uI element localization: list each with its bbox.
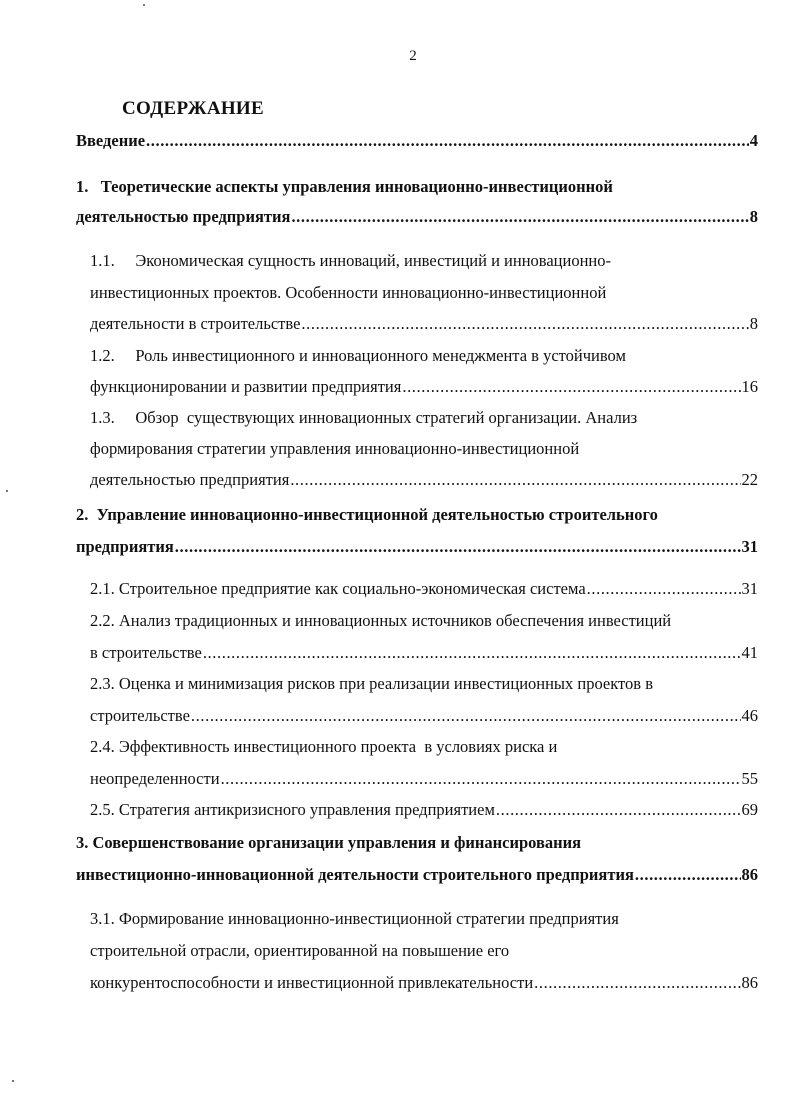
toc-section-2-4[interactable] <box>90 766 758 792</box>
toc-section-1-3[interactable] <box>90 467 758 493</box>
toc-section-1-3-line2 <box>90 436 579 462</box>
dot-leader <box>221 766 741 792</box>
toc-entry-text: функционировании и развитии предприятия <box>90 377 402 396</box>
dot-leader <box>587 576 741 602</box>
toc-entry-text: Введение <box>76 131 146 150</box>
toc-entry-text: предприятия <box>76 537 174 556</box>
scan-speck <box>12 1080 14 1082</box>
dot-leader <box>191 703 741 729</box>
toc-section-2-4-line1 <box>90 734 557 760</box>
dot-leader <box>175 534 741 560</box>
toc-entry-text: 3.1. Формирование инновационно-инвестиционной стратегии предприятия <box>90 909 619 928</box>
toc-section-2-1[interactable] <box>90 576 758 602</box>
toc-entry-text: 2.1. Строительное предприятие как социально-экономическая система <box>90 579 586 598</box>
toc-entry-text: деятельности в строительстве <box>90 314 301 333</box>
toc-entry-text: формирования стратегии управления инновационно-инвестиционной <box>90 439 580 458</box>
toc-chapter-1-line1 <box>76 174 613 200</box>
dot-leader <box>534 970 740 996</box>
toc-entry-text: инвестиционных проектов. Особенности инновационно-инвестиционной <box>90 283 607 302</box>
page-number: 2 <box>409 48 417 64</box>
toc-entry-intro[interactable] <box>76 128 758 154</box>
toc-entry-text: строительной отрасли, ориентированной на повышение его <box>90 941 510 960</box>
toc-section-1-2[interactable] <box>90 374 758 400</box>
dot-leader <box>402 374 740 400</box>
toc-page-number: 31 <box>741 579 758 598</box>
dot-leader <box>291 204 748 230</box>
dot-leader <box>146 128 749 154</box>
toc-chapter-1[interactable] <box>76 204 758 230</box>
toc-chapter-3[interactable] <box>76 862 758 888</box>
dot-leader <box>203 640 741 666</box>
dot-leader <box>496 797 741 823</box>
toc-page-number: 46 <box>741 706 758 725</box>
toc-section-1-2-line1 <box>90 343 626 369</box>
toc-entry-text: 1. Теоретические аспекты управления инновационно-инвестиционной <box>76 177 613 196</box>
toc-section-2-3[interactable] <box>90 703 758 729</box>
toc-chapter-2[interactable] <box>76 534 758 560</box>
toc-section-1-1[interactable] <box>90 311 758 337</box>
toc-section-2-2[interactable] <box>90 640 758 666</box>
toc-page-number: 55 <box>741 769 758 788</box>
toc-entry-text: 2.3. Оценка и минимизация рисков при реализации инвестиционных проектов в <box>90 674 653 693</box>
toc-title: СОДЕРЖАНИЕ <box>122 98 264 119</box>
toc-entry-text: 2.4. Эффективность инвестиционного проекта в условиях риска и <box>90 737 558 756</box>
toc-page-number: 31 <box>741 537 758 556</box>
toc-section-2-2-line1 <box>90 608 671 634</box>
toc-section-3-1-line1 <box>90 906 619 932</box>
toc-entry-text: конкурентоспособности и инвестиционной привлекательности <box>90 973 534 992</box>
toc-entry-text: деятельностью предприятия <box>76 207 291 226</box>
toc-entry-text: 2.5. Стратегия антикризисного управления предприятием <box>90 800 495 819</box>
toc-entry-text: 1.1. Экономическая сущность инноваций, инвестиций и инновационно- <box>90 251 611 270</box>
scan-speck <box>143 4 145 6</box>
toc-section-3-1-line2 <box>90 938 509 964</box>
toc-entry-text: деятельностью предприятия <box>90 470 290 489</box>
dot-leader <box>301 311 748 337</box>
toc-page-number: 69 <box>741 800 758 819</box>
toc-page-number: 4 <box>749 131 758 150</box>
toc-page-number: 16 <box>741 377 758 396</box>
toc-entry-text: инвестиционно-инновационной деятельности строительного предприятия <box>76 865 634 884</box>
toc-entry-text: 3. Совершенствование организации управления и финансирования <box>76 833 582 852</box>
toc-page-number: 8 <box>749 207 758 226</box>
dot-leader <box>635 862 741 888</box>
toc-section-1-1-line2 <box>90 280 606 306</box>
toc-entry-text: 2. Управление инновационно-инвестиционной деятельностью строительного <box>76 505 658 524</box>
toc-page-number: 86 <box>741 973 758 992</box>
toc-section-1-3-line1 <box>90 405 637 431</box>
toc-entry-text: строительстве <box>90 706 190 725</box>
toc-chapter-2-line1 <box>76 502 658 528</box>
toc-page-number: 22 <box>741 470 758 489</box>
toc-entry-text: 1.3. Обзор существующих инновационных стратегий организации. Анализ <box>90 408 638 427</box>
toc-section-2-3-line1 <box>90 671 653 697</box>
toc-page-number: 41 <box>741 643 758 662</box>
toc-section-1-1-line1 <box>90 248 611 274</box>
toc-entry-text: 2.2. Анализ традиционных и инновационных источников обеспечения инвестиций <box>90 611 672 630</box>
toc-page-number: 8 <box>749 314 758 333</box>
toc-section-2-5[interactable] <box>90 797 758 823</box>
toc-page-number: 86 <box>741 865 758 884</box>
scan-speck <box>6 490 8 492</box>
toc-entry-text: в строительстве <box>90 643 202 662</box>
dot-leader <box>290 467 740 493</box>
toc-entry-text: неопределенности <box>90 769 220 788</box>
toc-entry-text: 1.2. Роль инвестиционного и инновационного менеджмента в устойчивом <box>90 346 626 365</box>
toc-section-3-1[interactable] <box>90 970 758 996</box>
toc-chapter-3-line1 <box>76 830 581 856</box>
